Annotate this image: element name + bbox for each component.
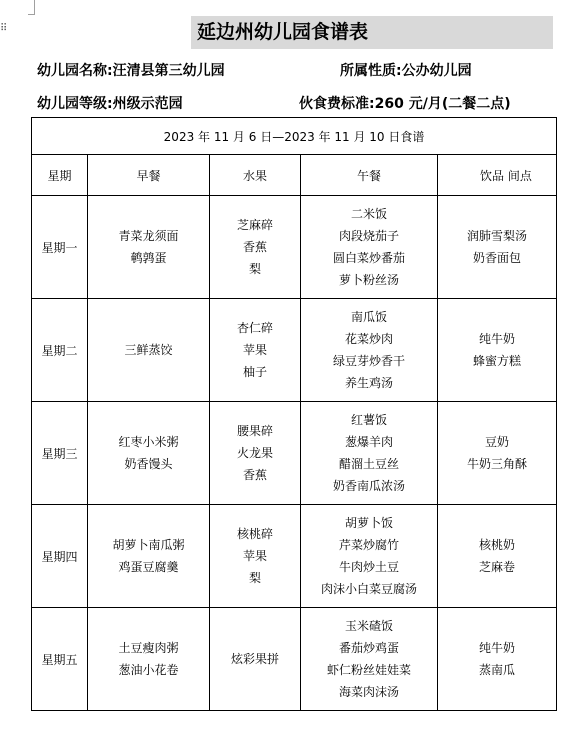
fruit-item: 苹果 xyxy=(242,343,267,357)
breakfast-item: 鸡蛋豆腐羹 xyxy=(118,560,179,574)
lunch-item: 奶香南瓜浓汤 xyxy=(332,479,405,493)
drink-item: 蒸南瓜 xyxy=(479,663,516,677)
drink-item: 牛奶三角酥 xyxy=(467,457,528,471)
table-move-handle-icon[interactable]: ⠿ xyxy=(0,23,9,34)
drink-item: 核桃奶 xyxy=(479,538,516,552)
drink-cell xyxy=(438,505,557,608)
header-drink-snack: 饮品 间点 xyxy=(438,155,557,196)
fruit-cell xyxy=(210,196,301,299)
breakfast-cell xyxy=(88,299,210,402)
table-row xyxy=(32,505,557,608)
fruit-item: 柚子 xyxy=(242,365,267,379)
lunch-item: 二米饭 xyxy=(350,207,387,221)
meal-fee-value: 260 元/月(二餐二点) xyxy=(374,96,511,112)
kindergarten-name-value: 汪清县第三幼儿园 xyxy=(112,63,225,79)
lunch-item: 葱爆羊肉 xyxy=(344,435,393,449)
lunch-item: 番茄炒鸡蛋 xyxy=(338,641,399,655)
lunch-item: 肉沫小白菜豆腐汤 xyxy=(320,582,417,596)
lunch-cell xyxy=(301,402,438,505)
fruit-cell xyxy=(210,402,301,505)
weekday-cell: 星期二 xyxy=(32,299,88,402)
page-title: 延边州幼儿园食谱表 xyxy=(197,21,369,43)
fruit-item: 芝麻碎 xyxy=(236,218,273,232)
lunch-item: 红薯饭 xyxy=(350,413,387,427)
fruit-item: 梨 xyxy=(248,262,261,276)
header-row xyxy=(32,155,557,196)
header-lunch: 午餐 xyxy=(301,155,438,196)
lunch-item: 虾仁粉丝娃娃菜 xyxy=(326,663,411,677)
lunch-item: 肉段烧茄子 xyxy=(338,229,399,243)
menu-table xyxy=(31,117,557,711)
fruit-item: 腰果碎 xyxy=(236,424,273,438)
drink-item: 蜂蜜方糕 xyxy=(473,354,522,368)
kindergarten-nature-line xyxy=(340,62,472,80)
lunch-item: 南瓜饭 xyxy=(350,310,387,324)
table-row xyxy=(32,608,557,711)
breakfast-item: 土豆瘦肉粥 xyxy=(118,641,179,655)
breakfast-cell xyxy=(88,608,210,711)
drink-item: 芝麻卷 xyxy=(479,560,516,574)
fruit-item: 炫彩果拼 xyxy=(230,652,279,666)
breakfast-item: 葱油小花卷 xyxy=(118,663,179,677)
breakfast-item: 鹌鹑蛋 xyxy=(130,251,167,265)
weekday-cell: 星期三 xyxy=(32,402,88,505)
header-fruit: 水果 xyxy=(210,155,301,196)
meal-fee-line xyxy=(299,95,511,113)
drink-cell xyxy=(438,608,557,711)
fruit-item: 苹果 xyxy=(242,549,267,563)
fruit-item: 杏仁碎 xyxy=(236,321,273,335)
drink-cell xyxy=(438,299,557,402)
breakfast-item: 胡萝卜南瓜粥 xyxy=(112,538,185,552)
kindergarten-level-line xyxy=(37,95,183,113)
weekday-cell: 星期一 xyxy=(32,196,88,299)
header-weekday: 星期 xyxy=(32,155,88,196)
lunch-item: 牛肉炒土豆 xyxy=(338,560,399,574)
fruit-cell xyxy=(210,505,301,608)
lunch-item: 芹菜炒腐竹 xyxy=(338,538,399,552)
date-range-row xyxy=(32,118,557,155)
breakfast-cell xyxy=(88,402,210,505)
lunch-item: 绿豆芽炒香干 xyxy=(332,354,405,368)
table-row xyxy=(32,402,557,505)
drink-item: 纯牛奶 xyxy=(479,641,516,655)
breakfast-item: 青菜龙须面 xyxy=(118,229,179,243)
drink-cell xyxy=(438,196,557,299)
drink-item: 润肺雪梨汤 xyxy=(467,229,528,243)
menu-body xyxy=(32,196,557,711)
kindergarten-level-value: 州级示范园 xyxy=(112,96,183,112)
header-breakfast: 早餐 xyxy=(88,155,210,196)
lunch-item: 花菜炒肉 xyxy=(344,332,393,346)
fruit-item: 梨 xyxy=(248,571,261,585)
lunch-cell xyxy=(301,608,438,711)
lunch-item: 萝卜粉丝汤 xyxy=(338,273,399,287)
kindergarten-level-label: 幼儿园等级: xyxy=(37,96,113,112)
breakfast-item: 红枣小米粥 xyxy=(118,435,179,449)
breakfast-item: 奶香馒头 xyxy=(124,457,173,471)
fruit-cell xyxy=(210,299,301,402)
lunch-item: 养生鸡汤 xyxy=(344,376,393,390)
lunch-cell xyxy=(301,196,438,299)
lunch-item: 胡萝卜饭 xyxy=(344,516,393,530)
weekday-cell: 星期四 xyxy=(32,505,88,608)
lunch-item: 玉米碴饭 xyxy=(344,619,393,633)
fruit-item: 核桃碎 xyxy=(236,527,273,541)
breakfast-item: 三鲜蒸饺 xyxy=(124,343,173,357)
lunch-item: 醋溜土豆丝 xyxy=(338,457,399,471)
fruit-cell xyxy=(210,608,301,711)
kindergarten-name-label: 幼儿园名称: xyxy=(37,63,113,79)
drink-cell xyxy=(438,402,557,505)
kindergarten-nature-label: 所属性质: xyxy=(340,63,402,79)
kindergarten-name-line xyxy=(37,62,225,80)
lunch-item: 海菜肉沫汤 xyxy=(338,685,399,699)
lunch-cell xyxy=(301,299,438,402)
fruit-item: 香蕉 xyxy=(242,468,267,482)
kindergarten-nature-value: 公办幼儿园 xyxy=(401,63,472,79)
date-range-cell: 2023 年 11 月 6 日—2023 年 11 月 10 日食谱 xyxy=(32,118,557,155)
fruit-item: 火龙果 xyxy=(236,446,273,460)
drink-item: 纯牛奶 xyxy=(479,332,516,346)
lunch-cell xyxy=(301,505,438,608)
lunch-item: 圆白菜炒番茄 xyxy=(332,251,405,265)
breakfast-cell xyxy=(88,196,210,299)
drink-item: 豆奶 xyxy=(485,435,510,449)
drink-item: 奶香面包 xyxy=(473,251,522,265)
table-row xyxy=(32,299,557,402)
fruit-item: 香蕉 xyxy=(242,240,267,254)
table-row xyxy=(32,196,557,299)
weekday-cell: 星期五 xyxy=(32,608,88,711)
breakfast-cell xyxy=(88,505,210,608)
meal-fee-label: 伙食费标准: xyxy=(299,96,375,112)
page-corner-mark xyxy=(28,0,35,15)
